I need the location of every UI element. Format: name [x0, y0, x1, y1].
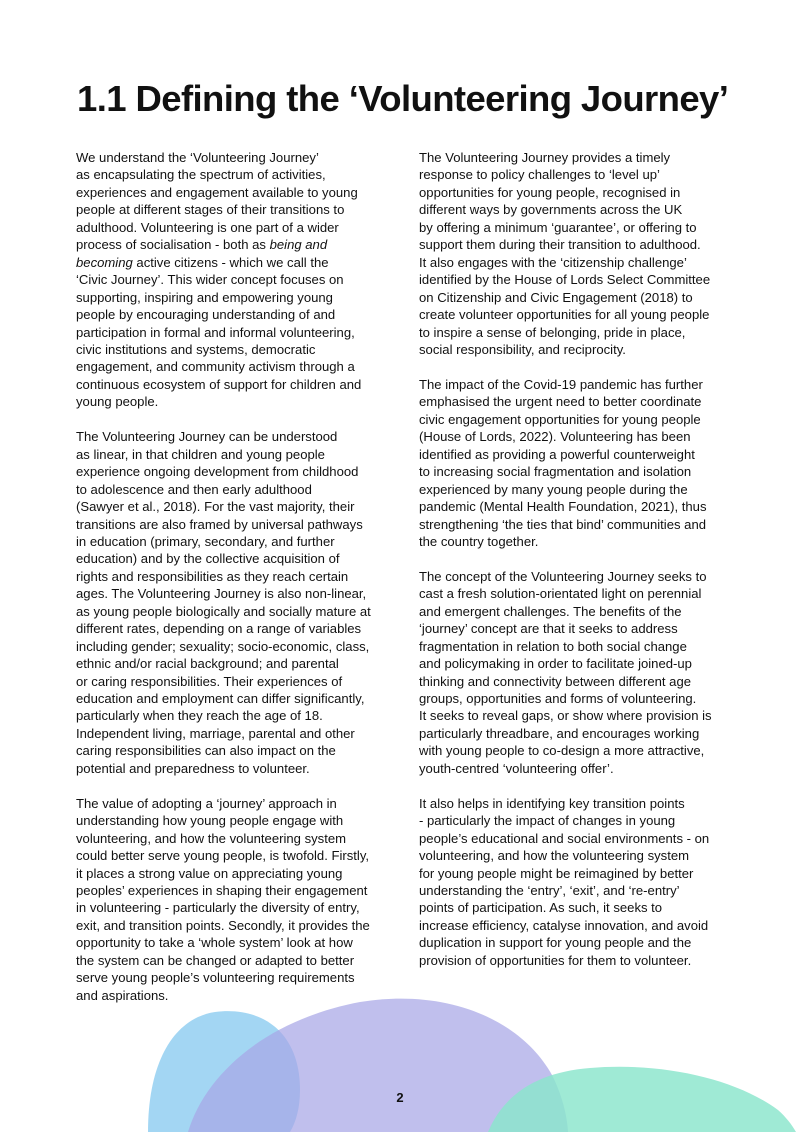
- text-line: could better serve young people, is twofold. Firstly,: [76, 848, 370, 864]
- text-line: continuous ecosystem of support for children and: [76, 376, 362, 392]
- text-line: to inspire a sense of belonging, pride in place,: [419, 324, 686, 340]
- text-line: identified as providing a powerful counterweight: [419, 446, 695, 462]
- text-line: with young people to co-design a more attractive,: [419, 743, 705, 759]
- text-line: civic engagement opportunities for young people: [419, 411, 701, 427]
- text-line: experience ongoing development from childhood: [76, 464, 359, 480]
- text-line: education and employment can differ significantly,: [76, 691, 365, 707]
- text-line: The Volunteering Journey provides a timely: [419, 150, 671, 165]
- text-line: The Volunteering Journey can be understood: [76, 429, 338, 445]
- text-line: and aspirations.: [76, 987, 169, 1003]
- text-line: ‘journey’ concept are that it seeks to address: [419, 621, 678, 637]
- paragraph: [76, 795, 386, 1004]
- text-line: by offering a minimum ‘guarantee’, or offering to: [419, 219, 697, 235]
- text-line: ethnic and/or racial background; and parental: [76, 656, 339, 672]
- text-line: strengthening ‘the ties that bind’ communities and: [419, 516, 707, 532]
- left-column: [76, 149, 386, 1022]
- text-line: becoming active citizens - which we call the: [76, 254, 329, 270]
- text-line: exit, and transition points. Secondly, it provides the: [76, 917, 370, 933]
- text-line: peoples’ experiences in shaping their engagement: [76, 883, 368, 898]
- text-line: - particularly the impact of changes in young: [419, 813, 676, 829]
- text-line: to increasing social fragmentation and isolation: [419, 464, 692, 480]
- text-line: as encapsulating the spectrum of activities,: [76, 167, 326, 183]
- text-line: to adolescence and then early adulthood: [76, 481, 312, 497]
- text-line: participation in formal and informal volunteering,: [76, 324, 355, 340]
- text-line: opportunity to take a ‘whole system’ look at how: [76, 935, 353, 951]
- paragraph: [76, 149, 386, 411]
- text-line: response to policy challenges to ‘level up’: [419, 167, 660, 183]
- text-line: emphasised the urgent need to better coordinate: [419, 394, 702, 410]
- text-line: particularly when they reach the age of 18.: [76, 708, 323, 724]
- text-line: the system can be changed or adapted to better: [76, 952, 355, 968]
- text-line: groups, opportunities and forms of volunteering.: [419, 691, 697, 707]
- text-line: experienced by many young people during the: [419, 481, 688, 497]
- text-line: The concept of the Volunteering Journey seeks to: [419, 568, 707, 584]
- text-line: including gender; sexuality; socio-economic, class,: [76, 638, 370, 654]
- text-line: or caring responsibilities. Their experiences of: [76, 673, 343, 689]
- text-line: education) and by the collective acquisition of: [76, 551, 340, 567]
- text-line: people’s educational and social environments - on: [419, 830, 710, 846]
- paragraph: [76, 428, 386, 777]
- text-line: (House of Lords, 2022). Volunteering has been: [419, 429, 691, 445]
- text-line: the country together.: [419, 533, 539, 549]
- text-line: duplication in support for young people and the: [419, 935, 692, 951]
- page-number: 2: [396, 1090, 404, 1105]
- paragraph: [419, 149, 729, 358]
- text-line: young people.: [76, 394, 159, 410]
- text-line: social responsibility, and reciprocity.: [419, 341, 626, 357]
- text-line: increase efficiency, catalyse innovation, and avoid: [419, 917, 709, 933]
- text-line: for young people might be reimagined by better: [419, 865, 694, 881]
- text-line: as linear, in that children and young people: [76, 446, 325, 462]
- text-line: on Citizenship and Civic Engagement (2018) to: [419, 289, 693, 305]
- text-line: provision of opportunities for them to volunteer.: [419, 952, 692, 968]
- text-line: and emergent challenges. The benefits of the: [419, 603, 682, 619]
- text-line: serve young people’s volunteering requirements: [76, 970, 355, 986]
- text-line: civic institutions and systems, democratic: [76, 341, 316, 357]
- text-line: youth-centred ‘volunteering offer’.: [419, 760, 614, 776]
- text-line: cast a fresh solution-orientated light on perennial: [419, 586, 702, 602]
- text-line: ages. The Volunteering Journey is also non-linear,: [76, 586, 367, 602]
- text-line: thinking and connectivity between different age: [419, 673, 692, 689]
- text-line: It seeks to reveal gaps, or show where provision is: [419, 708, 712, 724]
- text-line: It also helps in identifying key transition points: [419, 795, 685, 811]
- text-line: different rates, depending on a range of variables: [76, 621, 362, 637]
- text-line: pandemic (Mental Health Foundation, 2021), thus: [419, 499, 707, 515]
- text-line: understanding how young people engage with: [76, 813, 344, 829]
- decorative-blobs: [0, 980, 800, 1132]
- text-line: people by encouraging understanding of and: [76, 307, 336, 323]
- text-line: adulthood. Volunteering is one part of a wider: [76, 219, 339, 235]
- text-line: points of participation. As such, it seeks to: [419, 900, 663, 916]
- text-line: identified by the House of Lords Select Committee: [419, 272, 711, 288]
- text-line: process of socialisation - both as being and: [76, 237, 328, 253]
- text-line: different ways by governments across the UK: [419, 202, 683, 218]
- text-line: fragmentation in relation to both social change: [419, 638, 687, 654]
- text-line: The value of adopting a ‘journey’ approach in: [76, 795, 337, 811]
- text-line: volunteering, and how the volunteering system: [419, 848, 690, 864]
- paragraph: [419, 568, 729, 777]
- text-line: It also engages with the ‘citizenship challenge’: [419, 254, 687, 270]
- text-line: it places a strong value on appreciating young: [76, 865, 343, 881]
- text-line: as young people biologically and socially mature at: [76, 603, 371, 619]
- text-line: caring responsibilities can also impact on the: [76, 743, 336, 759]
- text-line: in volunteering - particularly the diversity of entry,: [76, 900, 360, 916]
- text-line: understanding the ‘entry’, ‘exit’, and ‘re-entry’: [419, 882, 680, 898]
- paragraph: [419, 376, 729, 551]
- text-line: engagement, and community activism through a: [76, 359, 355, 375]
- text-line: volunteering, and how the volunteering system: [76, 830, 347, 846]
- text-line: supporting, inspiring and empowering young: [76, 289, 333, 305]
- text-line: The impact of the Covid-19 pandemic has further: [419, 376, 703, 392]
- paragraph: [419, 795, 729, 970]
- text-line: rights and responsibilities as they reach certain: [76, 568, 349, 584]
- text-line: particularly threadbare, and encourages working: [419, 725, 700, 741]
- text-line: opportunities for young people, recognised in: [419, 184, 681, 200]
- right-column: [419, 149, 729, 987]
- text-line: create volunteer opportunities for all young people: [419, 307, 710, 323]
- text-line: Independent living, marriage, parental and other: [76, 725, 355, 741]
- text-line: transitions are also framed by universal pathways: [76, 516, 363, 532]
- text-line: potential and preparedness to volunteer.: [76, 760, 310, 776]
- text-line: (Sawyer et al., 2018). For the vast majority, their: [76, 499, 355, 515]
- text-line: ‘Civic Journey’. This wider concept focuses on: [76, 272, 344, 288]
- text-line: in education (primary, secondary, and further: [76, 533, 335, 549]
- page-title: 1.1 Defining the ‘Volunteering Journey’: [77, 78, 729, 119]
- text-line: and policymaking in order to facilitate joined-up: [419, 656, 692, 672]
- text-line: experiences and engagement available to young: [76, 184, 358, 200]
- text-line: We understand the ‘Volunteering Journey’: [76, 150, 319, 165]
- text-line: support them during their transition to adulthood.: [419, 237, 701, 253]
- text-line: people at different stages of their transitions to: [76, 202, 345, 218]
